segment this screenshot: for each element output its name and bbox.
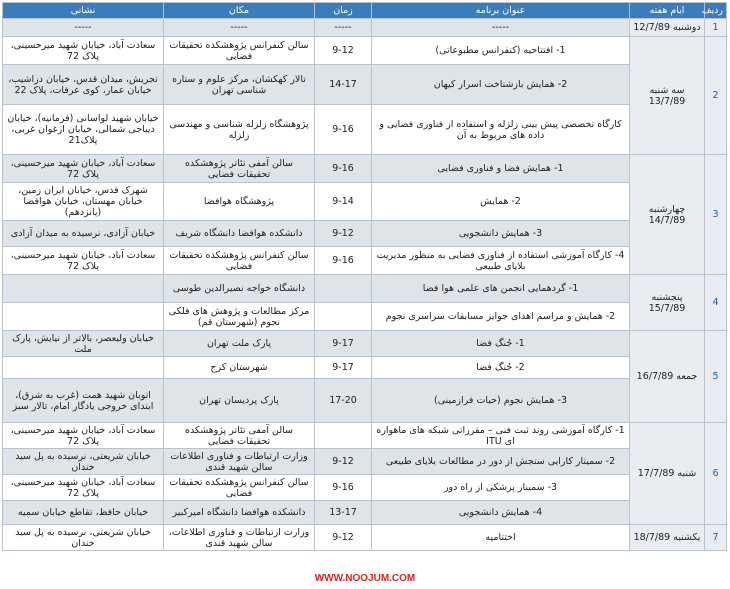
program-title-cell: اختتامیه	[372, 525, 630, 551]
time-cell: 17-20	[315, 379, 372, 423]
schedule-body	[3, 19, 727, 551]
table-row	[3, 65, 727, 105]
program-title-cell: 1- جُنگ فضا	[372, 331, 630, 357]
weekday-cell: سه شنبه 13/7/89	[630, 37, 705, 155]
row-number-cell: 7	[705, 525, 727, 551]
table-row	[3, 247, 727, 275]
place-cell: سالن کنفرانس پژوهشکده تحقیقات فضایی	[164, 37, 315, 65]
address-cell: تجریش، میدان قدس، خیابان دزاشیب، خیابان عمار، کوی عرفات، پلاک 22	[3, 65, 164, 105]
table-row	[3, 105, 727, 155]
table-row	[3, 275, 727, 303]
program-title-cell: 4- همایش دانشجویی	[372, 501, 630, 525]
program-title-cell: 4- کارگاه آموزشی استفاده از فناوری فضایی به منظور مدیریت بلایای طبیعی	[372, 247, 630, 275]
address-cell: خیابان شریعتی، نرسیده به پل سید خندان	[3, 449, 164, 475]
time-cell: 9-17	[315, 331, 372, 357]
row-number-cell: 4	[705, 275, 727, 331]
header-address: نشانی	[3, 3, 164, 19]
place-cell: -----	[164, 19, 315, 37]
place-cell: شهرستان کرج	[164, 357, 315, 379]
time-cell: 9-16	[315, 105, 372, 155]
table-row	[3, 303, 727, 331]
table-row	[3, 357, 727, 379]
place-cell: سالن آمفی تئاتر پژوهشکده تحقیقات فضایی	[164, 155, 315, 183]
place-cell: دانشکده هوافضا دانشگاه شریف	[164, 221, 315, 247]
address-cell: خیابان شریعتی، نرسیده به پل سید خندان	[3, 525, 164, 551]
time-cell: 14-17	[315, 65, 372, 105]
time-cell	[315, 303, 372, 331]
place-cell: وزارت ارتباطات و فناوری اطلاعات، سالن شهید قندی	[164, 525, 315, 551]
weekday-cell: چهارشنبه 14/7/89	[630, 155, 705, 275]
place-cell: دانشگاه خواجه نصیرالدین طوسی	[164, 275, 315, 303]
program-title-cell: 3- همایش نجوم (حیات فرازمینی)	[372, 379, 630, 423]
table-row	[3, 501, 727, 525]
program-title-cell: 2- همایش	[372, 183, 630, 221]
time-cell: 9-14	[315, 183, 372, 221]
address-cell	[3, 303, 164, 331]
program-title-cell: 3- سمینار پزشکی از راه دور	[372, 475, 630, 501]
address-cell	[3, 275, 164, 303]
program-title-cell: 2- همایش بازشناخت اسرار کیهان	[372, 65, 630, 105]
program-title-cell: 3- همایش دانشجویی	[372, 221, 630, 247]
table-row	[3, 525, 727, 551]
time-cell: 9-12	[315, 449, 372, 475]
address-cell: شهرک قدس، خیابان ایران زمین، خیابان مهستان، خیابان هوافضا (پانزدهم)	[3, 183, 164, 221]
program-title-cell: کارگاه تخصصی پیش بینی زلزله و استفاده از فناوری فضایی و داده های مربوط به آن	[372, 105, 630, 155]
time-cell: 9-16	[315, 155, 372, 183]
program-title-cell: 1- همایش فضا و فناوری فضایی	[372, 155, 630, 183]
place-cell: مرکز مطالعات و پژوهش های فلکی نجوم (شهرستان قم)	[164, 303, 315, 331]
row-number-cell: 1	[705, 19, 727, 37]
place-cell: پژوهشگاه زلزله شناسی و مهندسی زلزله	[164, 105, 315, 155]
time-cell: 9-16	[315, 475, 372, 501]
header-row-number: ردیف	[705, 3, 727, 19]
program-title-cell: -----	[372, 19, 630, 37]
time-cell: 9-12	[315, 37, 372, 65]
program-title-cell: 1- افتتاحیه (کنفرانس مطبوعاتی)	[372, 37, 630, 65]
table-row	[3, 37, 727, 65]
place-cell: وزارت ارتباطات و فناوری اطلاعات سالن شهید قندی	[164, 449, 315, 475]
header-time: زمان	[315, 3, 372, 19]
address-cell: -----	[3, 19, 164, 37]
time-cell: 9-16	[315, 247, 372, 275]
program-title-cell: 2- جُنگ فضا	[372, 357, 630, 379]
address-cell: سعادت آباد، خیابان شهید میرحسینی، پلاک 72	[3, 37, 164, 65]
table-row	[3, 19, 727, 37]
time-cell: 13-17	[315, 501, 372, 525]
table-row	[3, 379, 727, 423]
header-row	[3, 3, 727, 19]
table-row	[3, 331, 727, 357]
place-cell: پارک ملت تهران	[164, 331, 315, 357]
program-title-cell: 1- کارگاه آموزشی روند ثبت فنی – مقرراتی شبکه های ماهواره ای ITU	[372, 423, 630, 449]
row-number-cell: 5	[705, 331, 727, 423]
table-row	[3, 221, 727, 247]
address-cell: سعادت آباد، خیابان شهید میرحسینی، پلاک 72	[3, 423, 164, 449]
weekday-cell: جمعه 16/7/89	[630, 331, 705, 423]
header-place: مکان	[164, 3, 315, 19]
place-cell: پژوهشگاه هوافضا	[164, 183, 315, 221]
address-cell: خیابان آزادی، نرسیده به میدان آزادی	[3, 221, 164, 247]
table-row	[3, 475, 727, 501]
weekday-cell: یکشنبه 18/7/89	[630, 525, 705, 551]
time-cell	[315, 423, 372, 449]
schedule-table	[2, 2, 727, 551]
table-row	[3, 183, 727, 221]
weekday-cell: شنبه 17/7/89	[630, 423, 705, 525]
time-cell	[315, 275, 372, 303]
address-cell: خیابان حافظ، تقاطع خیابان سمیه	[3, 501, 164, 525]
address-cell: سعادت آباد، خیابان شهید میرحسینی، پلاک 72	[3, 155, 164, 183]
program-title-cell: 1- گردهمایی انجمن های علمی هوا فضا	[372, 275, 630, 303]
weekday-cell: پنجشنبه 15/7/89	[630, 275, 705, 331]
row-number-cell: 3	[705, 155, 727, 275]
time-cell: 9-17	[315, 357, 372, 379]
row-number-cell: 6	[705, 423, 727, 525]
table-row	[3, 449, 727, 475]
address-cell: اتوبان شهید همت (غرب به شرق)، ابتدای خروجی یادگار امام، تالار سبز	[3, 379, 164, 423]
table-row	[3, 423, 727, 449]
site-url: WWW.NOOJUM.COM	[314, 573, 416, 584]
address-cell: سعادت آباد، خیابان شهید میرحسینی، پلاک 72	[3, 247, 164, 275]
row-number-cell: 2	[705, 37, 727, 155]
place-cell: تالار کهکشان، مرکز علوم و ستاره شناسی تهران	[164, 65, 315, 105]
place-cell: سالن کنفرانس پژوهشکده تحقیقات فضایی	[164, 475, 315, 501]
time-cell: 9-12	[315, 525, 372, 551]
place-cell: پارک پردیسان تهران	[164, 379, 315, 423]
time-cell: -----	[315, 19, 372, 37]
address-cell: خیابان شهید لواسانی (فرمانیه)، خیابان دیباجی شمالی، خیابان ارغوان غربی، پلاک21	[3, 105, 164, 155]
address-cell	[3, 357, 164, 379]
place-cell: سالن کنفرانس پژوهشکده تحقیقات فضایی	[164, 247, 315, 275]
address-cell: خیابان ولیعصر، بالاتر از نیایش، پارک ملت	[3, 331, 164, 357]
header-weekday: ایام هفته	[630, 3, 705, 19]
place-cell: سالن آمفی تئاتر پژوهشکده تحقیقات فضایی	[164, 423, 315, 449]
header-program-title: عنوان برنامه	[372, 3, 630, 19]
place-cell: دانشکده هوافضا دانشگاه امیرکبیر	[164, 501, 315, 525]
program-title-cell: 2- همایش و مراسم اهدای جوایز مسابقات سراسری نجوم	[372, 303, 630, 331]
time-cell: 9-12	[315, 221, 372, 247]
address-cell: سعادت آباد، خیابان شهید میرحسینی، پلاک 72	[3, 475, 164, 501]
table-row	[3, 155, 727, 183]
program-title-cell: 2- سمینار کارایی سنجش از دور در مطالعات بلایای طبیعی	[372, 449, 630, 475]
weekday-cell: دوشنبه 12/7/89	[630, 19, 705, 37]
